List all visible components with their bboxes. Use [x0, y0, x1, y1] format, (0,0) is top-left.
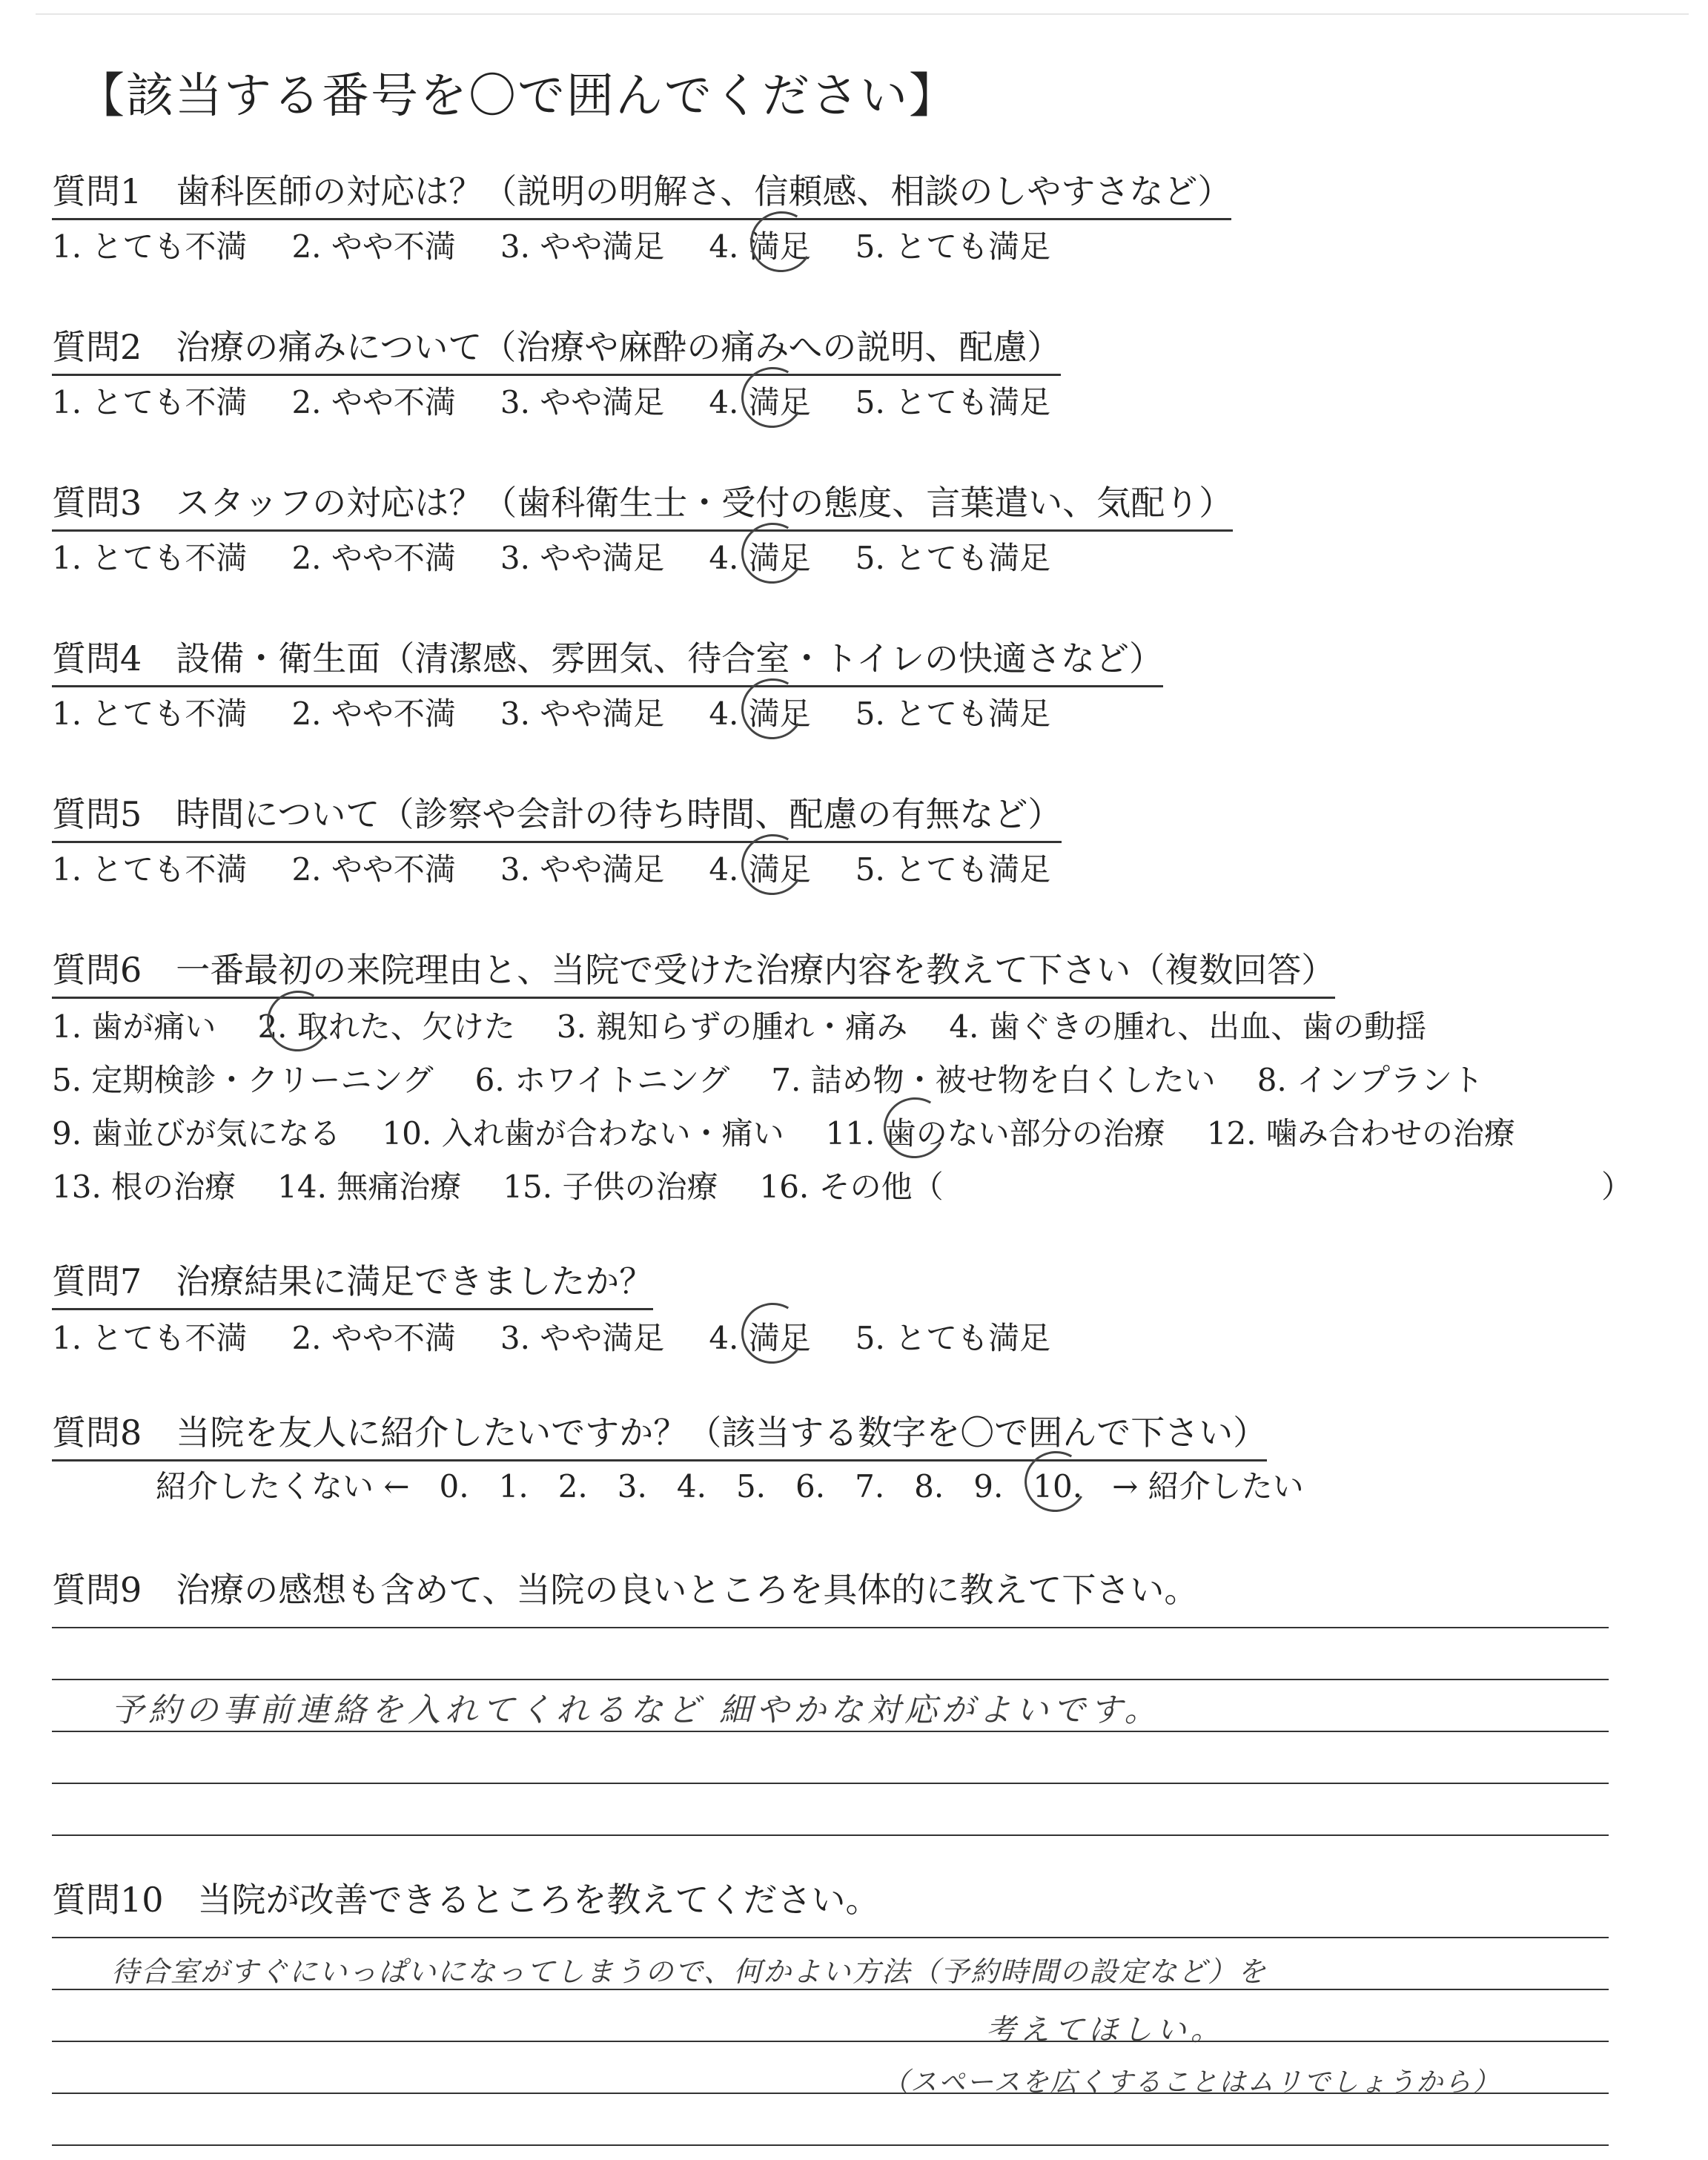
option-3[interactable]: 3. やや満足 — [500, 696, 665, 732]
question-8-scale — [156, 1462, 1334, 1507]
option-5[interactable]: 5. とても満足 — [855, 228, 1051, 265]
option-2[interactable]: 2. やや不満 — [291, 851, 456, 888]
q6-option-6[interactable]: 6. ホワイトニング — [474, 1062, 730, 1098]
option-5[interactable]: 5. とても満足 — [855, 540, 1051, 576]
option-4[interactable]: 4. 満足 — [709, 696, 811, 732]
option-3[interactable]: 3. やや満足 — [500, 384, 665, 420]
selection-circle — [735, 1296, 810, 1370]
answer-line — [52, 1834, 1609, 1836]
option-5[interactable]: 5. とても満足 — [855, 696, 1051, 732]
q6-option-9[interactable]: 9. 歯並びが気になる — [52, 1115, 341, 1152]
option-2[interactable]: 2. やや不満 — [291, 696, 456, 732]
answer-line — [52, 1783, 1609, 1784]
scale-1[interactable]: 1. — [498, 1468, 529, 1505]
option-2[interactable]: 2. やや不満 — [291, 540, 456, 576]
option-1[interactable]: 1. とても不満 — [52, 384, 248, 420]
option-1[interactable]: 1. とても不満 — [52, 540, 248, 576]
question-4-options — [52, 690, 1095, 734]
scale-10[interactable]: 10. — [1033, 1468, 1083, 1505]
question-1-title: 質問1 歯科医師の対応は？（説明の明解さ、信頼感、相談のしやすさなど） — [52, 165, 1231, 220]
option-1[interactable]: 1. とても不満 — [52, 696, 248, 732]
scale-3[interactable]: 3. — [617, 1468, 647, 1505]
question-7-title: 質問7 治療結果に満足できましたか？ — [52, 1255, 653, 1310]
q9-handwritten-answer[interactable]: 予約の事前連絡を入れてくれるなど 細やかな対応がよいです。 — [111, 1691, 1162, 1729]
q6-other-close-paren: ） — [1601, 1169, 1633, 1205]
q10-handwritten-answer-line-1[interactable]: 待合室がすぐにいっぱいになってしまうので、何かよい方法（予約時間の設定など）を — [111, 1955, 1268, 1988]
option-1[interactable]: 1. とても不満 — [52, 851, 248, 888]
option-2[interactable]: 2. やや不満 — [291, 1320, 456, 1356]
q6-option-11[interactable]: 11. 歯のない部分の治療 — [825, 1115, 1165, 1152]
answer-line — [52, 1937, 1609, 1938]
scale-left-label: 紹介したくない ← — [156, 1468, 410, 1505]
q6-option-16[interactable]: 16. その他（ — [759, 1169, 944, 1205]
question-6-title: 質問6 一番最初の来院理由と、当院で受けた治療内容を教えて下さい（複数回答） — [52, 943, 1335, 999]
option-3[interactable]: 3. やや満足 — [500, 540, 665, 576]
question-1-options — [52, 222, 1095, 267]
question-4-title: 質問4 設備・衛生面（清潔感、雰囲気、待合室・トイレの快適さなど） — [52, 632, 1163, 687]
answer-line — [52, 2144, 1609, 2146]
question-10-title: 質問10 当院が改善できるところを教えてください。 — [52, 1880, 880, 1920]
option-1[interactable]: 1. とても不満 — [52, 228, 248, 265]
q6-option-4[interactable]: 4. 歯ぐきの腫れ、出血、歯の動揺 — [949, 1008, 1427, 1045]
answer-line — [52, 1731, 1609, 1732]
question-3-title: 質問3 スタッフの対応は？（歯科衛生士・受付の態度、言葉遣い、気配り） — [52, 476, 1233, 532]
question-5-title: 質問5 時間について（診察や会計の待ち時間、配慮の有無など） — [52, 787, 1062, 843]
option-2[interactable]: 2. やや不満 — [291, 228, 456, 265]
question-7-options — [52, 1314, 1095, 1358]
q6-option-8[interactable]: 8. インプラント — [1257, 1062, 1484, 1098]
answer-line — [52, 1679, 1609, 1680]
option-3[interactable]: 3. やや満足 — [500, 851, 665, 888]
option-4[interactable]: 4. 満足 — [709, 1320, 811, 1356]
option-5[interactable]: 5. とても満足 — [855, 851, 1051, 888]
answer-line — [52, 2041, 1609, 2042]
option-4[interactable]: 4. 満足 — [709, 851, 811, 888]
scale-right-label: → 紹介したい — [1112, 1468, 1304, 1505]
scale-0[interactable]: 0. — [439, 1468, 469, 1505]
question-9-title: 質問9 治療の感想も含めて、当院の良いところを具体的に教えて下さい。 — [52, 1570, 1199, 1610]
scale-4[interactable]: 4. — [676, 1468, 706, 1505]
q6-option-13[interactable]: 13. 根の治療 — [52, 1169, 236, 1205]
question-5-options — [52, 845, 1095, 890]
q6-option-14[interactable]: 14. 無痛治療 — [277, 1169, 462, 1205]
scale-7[interactable]: 7. — [855, 1468, 885, 1505]
q6-option-15[interactable]: 15. 子供の治療 — [503, 1169, 718, 1205]
q6-option-1[interactable]: 1. 歯が痛い — [52, 1008, 216, 1045]
scale-8[interactable]: 8. — [914, 1468, 944, 1505]
scale-9[interactable]: 9. — [973, 1468, 1004, 1505]
option-4[interactable]: 4. 満足 — [709, 540, 811, 576]
option-3[interactable]: 3. やや満足 — [500, 228, 665, 265]
question-2-options — [52, 378, 1095, 423]
q6-option-7[interactable]: 7. 詰め物・被せ物を白くしたい — [771, 1062, 1216, 1098]
option-2[interactable]: 2. やや不満 — [291, 384, 456, 420]
option-1[interactable]: 1. とても不満 — [52, 1320, 248, 1356]
option-5[interactable]: 5. とても満足 — [855, 384, 1051, 420]
top-rule — [36, 13, 1689, 15]
option-4[interactable]: 4. 満足 — [709, 228, 811, 265]
question-8-title: 質問8 当院を友人に紹介したいですか？（該当する数字を〇で囲んで下さい） — [52, 1406, 1267, 1462]
option-3[interactable]: 3. やや満足 — [500, 1320, 665, 1356]
question-6-row-1 — [52, 1003, 1468, 1047]
option-4[interactable]: 4. 満足 — [709, 384, 811, 420]
q6-option-3[interactable]: 3. 親知らずの腫れ・痛み — [556, 1008, 908, 1045]
q6-option-2[interactable]: 2. 取れた、欠けた — [257, 1008, 515, 1045]
q6-option-10[interactable]: 10. 入れ歯が合わない・痛い — [382, 1115, 784, 1152]
scale-6[interactable]: 6. — [795, 1468, 826, 1505]
question-6-row-2 — [52, 1056, 1525, 1100]
question-3-options — [52, 534, 1095, 578]
scale-2[interactable]: 2. — [557, 1468, 588, 1505]
q6-option-5[interactable]: 5. 定期検診・クリーニング — [52, 1062, 434, 1098]
page-heading: 【該当する番号を〇で囲んでください】 — [77, 69, 958, 124]
option-5[interactable]: 5. とても満足 — [855, 1320, 1051, 1356]
question-6-row-4 — [52, 1163, 985, 1207]
q10-handwritten-answer-line-2[interactable]: 考えてほしい。 — [986, 2013, 1225, 2047]
question-2-title: 質問2 治療の痛みについて（治療や麻酔の痛みへの説明、配慮） — [52, 320, 1061, 376]
question-6-row-3 — [52, 1109, 1557, 1154]
answer-line — [52, 1627, 1609, 1628]
q6-option-12[interactable]: 12. 噛み合わせの治療 — [1206, 1115, 1515, 1152]
scale-5[interactable]: 5. — [735, 1468, 767, 1505]
q10-handwritten-answer-line-3[interactable]: （スペースを広くすることはムリでしょうから） — [882, 2067, 1501, 2098]
